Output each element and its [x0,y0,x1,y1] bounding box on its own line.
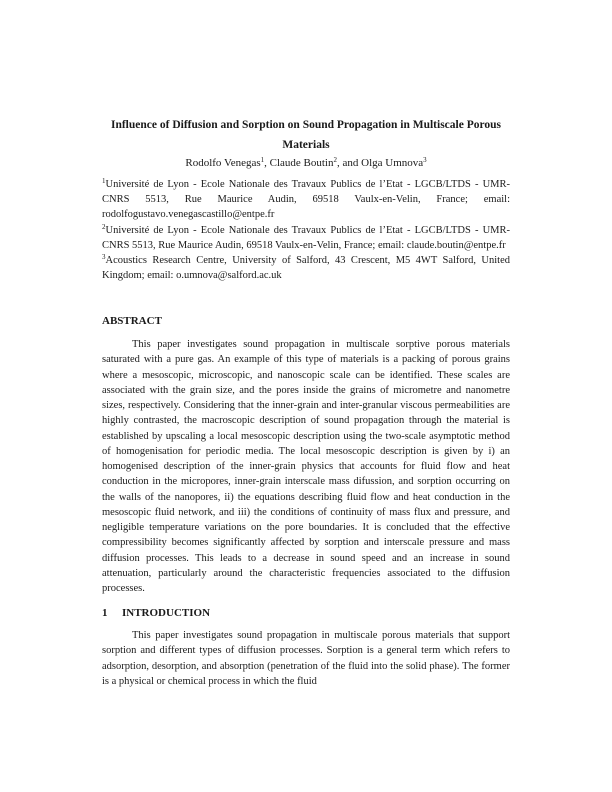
affiliation-sup: 3 [102,253,106,262]
author-name: Olga Umnova [361,157,424,169]
abstract-text: This paper investigates sound propagation in multiscale sorptive porous materials saturated with a pure gas. An example of this type of materials is a packing of porous grains where a mesoscopic, microscopic, and nanoscopic scale can be identified. These scales are associated with the grain size, and the pores inside the grains of micrometre and nanometre sizes, respectively. Considering that the inner-grain and inter-granular viscous permeabilities are highly contrasted, the macroscopic description of sound propagation through the material is established by upscaling a local mesoscopic description using the two-scale asymptotic method of homogenisation for periodic media. The local mesoscopic description is given by i) an homogenised description of the inner-grain physics that accounts for fluid flow and heat conduction in the micropores, inner-grain interscale mass difussion, and sorption occurring on the walls of the nanopores, ii) the equations describing fluid flow and heat conduction in the mesoscopic fluid network, and iii) the conditions of continuity of mass flux and pressure, and negligible temperature variations on the pore boundaries. It is concluded that the effective compressibility becomes significantly affected by sorption and interscale pressure and mass diffusion processes. This leads to a decrease in sound speed and an increase in sound attenuation, particularly around the characteristic frequencies associated to the diffusion processes. [102,339,510,594]
author-sup: 1 [260,156,265,164]
author-sup: 3 [423,156,427,164]
paper-title: Influence of Diffusion and Sorption on Sound Propagation in Multiscale Porous Materials [110,119,501,151]
affiliation-sup: 2 [102,222,106,231]
section-text: This paper investigates sound propagation in multiscale porous materials that support sorption and different types of diffusion processes. Sorption is a general term which refers to adsorption, desorption, and absorption (penetration of the fluid into the solid phase). The former is a physical or chemical process in which the fluid [102,630,510,687]
author-line [102,155,510,171]
affiliation-text: Université de Lyon - Ecole Nationale des Travaux Publics de l’Etat - LGCB/LTDS - UMR-CNRS 5513, Rue Maurice Audin, 69518 Vaulx-en-Velin, France; email: rodolfogustavo.venegascastillo@entpe.fr [102,179,510,221]
affiliation [102,177,510,223]
author-separator: , and [336,157,362,169]
affiliation-text: Université de Lyon - Ecole Nationale des Travaux Publics de l’Etat - LGCB/LTDS - UMR-CNRS 5513, Rue Maurice Audin, 69518 Vaulx-en-Velin, France; email: claude.boutin@entpe.fr [102,224,510,251]
affiliation-text: Acoustics Research Centre, University of Salford, 43 Crescent, M5 4WT Salford, United Kingdom; email: o.umnova@salford.ac.uk [102,255,510,282]
affiliation [102,253,510,283]
author-name: Rodolfo Venegas [185,157,261,169]
section-heading [102,606,510,620]
affiliation-sup: 1 [102,177,106,185]
author-name: Claude Boutin [269,157,334,169]
author-separator: , [264,157,270,169]
affiliation [102,223,510,253]
section-title: INTRODUCTION [122,607,211,619]
section-number: 1 [102,607,108,619]
affiliations [102,177,510,283]
abstract-heading: ABSTRACT [102,315,162,327]
author-sup: 2 [333,156,337,164]
